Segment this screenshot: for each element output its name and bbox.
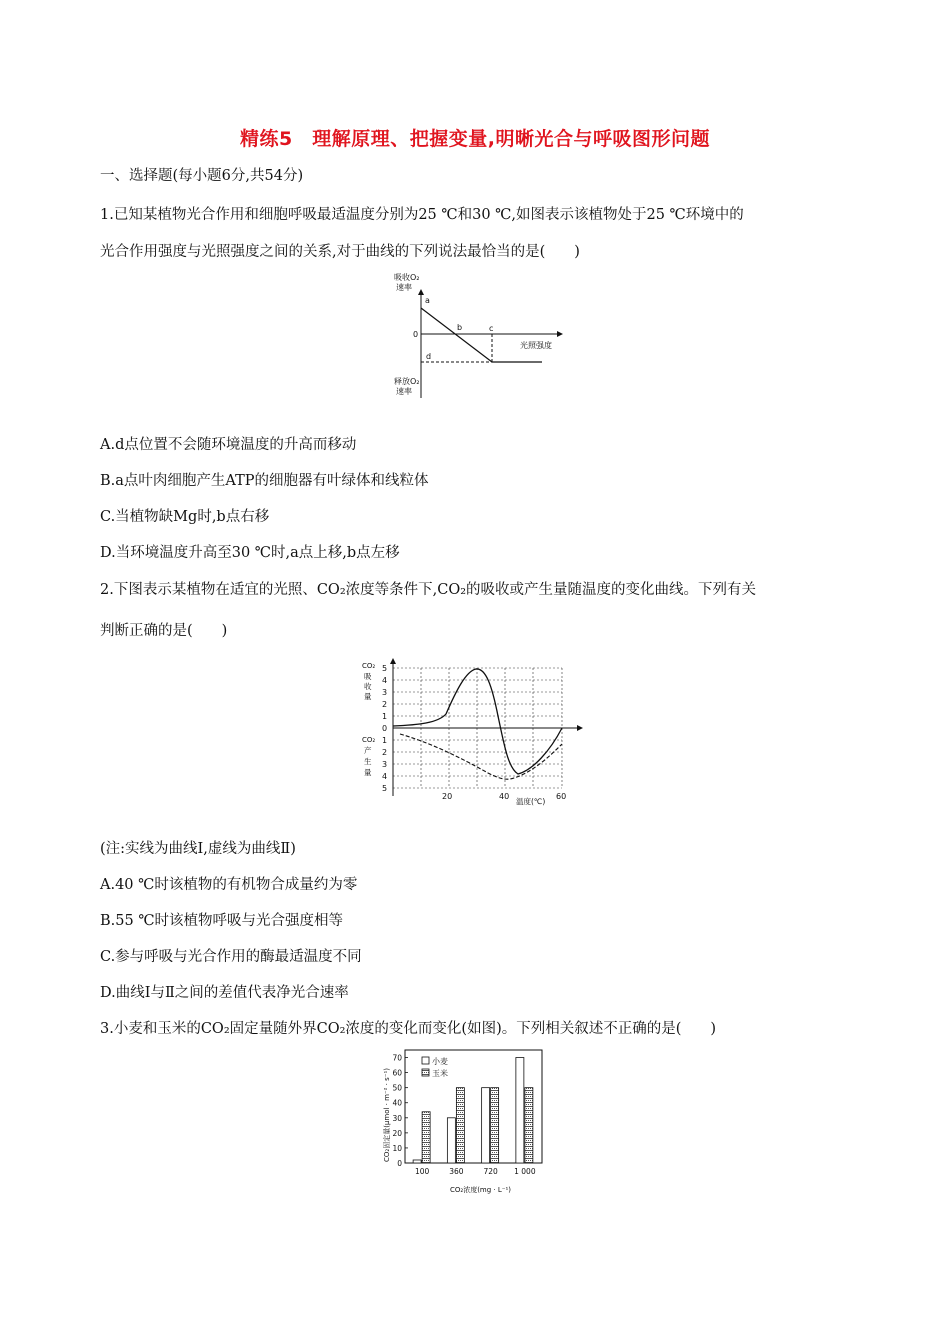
q3-ytick-label: 10 — [392, 1143, 402, 1153]
q2-stem-line-2: 判断正确的是( ) — [100, 623, 228, 639]
q2-y-bottom-label-3: 量 — [364, 768, 372, 777]
q2-option-b: B.55 ℃时该植物呼吸与光合强度相等 — [100, 913, 344, 929]
q1-stem-line-2: 光合作用强度与光照强度之间的关系,对于曲线的下列说法最恰当的是( ) — [100, 244, 580, 260]
q3-y-label: CO₂固定量(μmol · m⁻² · s⁻¹) — [383, 1068, 391, 1162]
q2-ytick-neg3: 3 — [382, 760, 388, 769]
q3-xtick-label: 1 000 — [514, 1167, 536, 1176]
q1-y-bottom-label-1: 释放O₂ — [394, 377, 420, 386]
q2-ytick-4: 4 — [382, 676, 388, 685]
q3-bar-wheat — [482, 1088, 490, 1163]
q2-y-bottom-label-0: CO₂ — [362, 736, 376, 744]
q2-curve-2 — [400, 734, 562, 779]
q2-note: (注:实线为曲线Ⅰ,虚线为曲线Ⅱ) — [100, 841, 296, 857]
q2-y-bottom-label-2: 生 — [364, 757, 372, 766]
q2-x-label: 温度(℃) — [516, 797, 546, 806]
q3-bar-corn — [525, 1088, 533, 1163]
q3-ytick-label: 20 — [392, 1128, 402, 1138]
q3-ytick-label: 60 — [392, 1068, 402, 1078]
q3-xtick-label: 100 — [414, 1167, 430, 1176]
q2-y-top-label-3: 量 — [364, 692, 372, 701]
q2-ytick-1: 1 — [382, 712, 388, 721]
q1-point-b: b — [457, 323, 463, 332]
q1-point-d: d — [426, 352, 432, 361]
q3-legend-corn: 玉米 — [432, 1069, 448, 1078]
q2-ytick-neg4: 4 — [382, 772, 388, 781]
q2-xtick-40: 40 — [499, 792, 510, 801]
q2-ytick-neg1: 1 — [382, 736, 388, 745]
q3-bar-chart — [375, 1046, 555, 1200]
q1-point-a: a — [425, 296, 430, 305]
q2-ytick-3: 3 — [382, 688, 388, 697]
q2-ytick-2: 2 — [382, 700, 388, 709]
q1-option-c: C.当植物缺Mg时,b点右移 — [100, 509, 270, 525]
q2-ytick-5: 5 — [382, 664, 388, 673]
q1-y-bottom-label-2: 速率 — [396, 387, 412, 396]
q1-y-top-label-2: 速率 — [396, 283, 412, 292]
q3-ytick-label: 50 — [392, 1083, 402, 1093]
q3-ytick-label: 40 — [392, 1098, 402, 1108]
q2-curve-1 — [393, 669, 562, 774]
q3-bar-wheat — [516, 1058, 524, 1163]
q3-bar-wheat — [447, 1118, 455, 1163]
q2-stem-line-1: 2.下图表示某植物在适宜的光照、CO₂浓度等条件下,CO₂的吸收或产生量随温度的变化曲线。下列有关 — [100, 582, 757, 598]
q1-point-c: c — [489, 324, 494, 333]
q2-y-top-label-0: CO₂ — [362, 662, 376, 670]
q1-origin: 0 — [413, 330, 419, 339]
q2-ytick-neg2: 2 — [382, 748, 388, 757]
q2-xtick-60: 60 — [556, 792, 567, 801]
q2-ytick-0: 0 — [382, 724, 388, 733]
q3-legend-swatch-corn — [422, 1069, 429, 1076]
q2-figure — [358, 656, 598, 806]
q1-stem-line-1: 1.已知某植物光合作用和细胞呼吸最适温度分别为25 ℃和30 ℃,如图表示该植物处于25 ℃环境中的 — [100, 207, 744, 223]
q3-bar-corn — [491, 1088, 499, 1163]
q3-x-label: CO₂浓度(mg · L⁻¹) — [450, 1186, 512, 1194]
q3-bar-corn — [456, 1088, 464, 1163]
q3-xtick-label: 360 — [449, 1167, 464, 1176]
section-heading: 一、选择题(每小题6分,共54分) — [100, 168, 304, 184]
q1-option-b: B.a点叶肉细胞产生ATP的细胞器有叶绿体和线粒体 — [100, 473, 429, 489]
q3-bar-corn — [422, 1112, 430, 1163]
q2-option-a: A.40 ℃时该植物的有机物合成量约为零 — [100, 877, 358, 893]
q2-y-top-label-1: 吸 — [364, 672, 372, 681]
q2-xtick-20: 20 — [442, 792, 453, 801]
q1-option-a: A.d点位置不会随环境温度的升高而移动 — [100, 437, 357, 453]
q1-figure — [380, 268, 580, 403]
page-title: 精练5 理解原理、把握变量,明晰光合与呼吸图形问题 — [240, 128, 710, 150]
q3-stem-line-1: 3.小麦和玉米的CO₂固定量随外界CO₂浓度的变化而变化(如图)。下列相关叙述不正确的是( ) — [100, 1021, 717, 1037]
q1-option-d: D.当环境温度升高至30 ℃时,a点上移,b点左移 — [100, 545, 400, 561]
q2-option-d: D.曲线Ⅰ与Ⅱ之间的差值代表净光合速率 — [100, 985, 349, 1001]
q1-curve-slope — [421, 308, 492, 362]
q3-ytick-label: 0 — [397, 1159, 402, 1168]
q1-x-label: 光照强度 — [520, 341, 552, 350]
q1-y-top-label-1: 吸收O₂ — [394, 273, 420, 282]
q3-bar-wheat — [413, 1160, 421, 1163]
q3-ytick-label: 70 — [392, 1053, 402, 1063]
q2-ytick-neg5: 5 — [382, 784, 388, 793]
q2-y-top-label-2: 收 — [364, 682, 372, 691]
q3-ytick-label: 30 — [392, 1113, 402, 1123]
q2-option-c: C.参与呼吸与光合作用的酶最适温度不同 — [100, 949, 362, 965]
q3-xtick-label: 720 — [483, 1167, 498, 1176]
q2-y-bottom-label-1: 产 — [364, 746, 372, 755]
q3-legend-swatch-wheat — [422, 1057, 429, 1064]
q3-legend-wheat: 小麦 — [432, 1057, 448, 1066]
